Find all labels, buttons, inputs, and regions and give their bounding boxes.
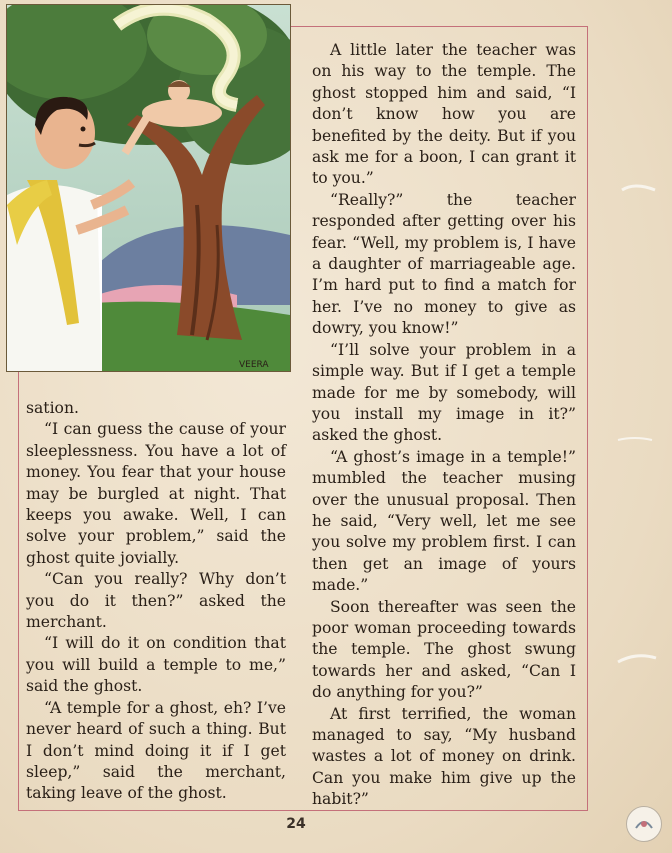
left-text-column: [26, 398, 286, 805]
paragraph: Soon thereafter was seen the poor woman proceeding towards the temple. The ghost swung towards her and asked, “Can I do anything for you?”: [312, 597, 576, 702]
paragraph: “A temple for a ghost, eh? I’ve never heard of such a thing. But I don’t mind doing it if I get sleep,” said the merchant, taking leave of the ghost.: [26, 698, 286, 803]
paragraph: “I can guess the cause of your sleeplessness. You have a lot of money. You fear that your house may be burgled at night. That keeps you awake. Well, I can solve your problem,” said the ghost quite jovially.: [26, 420, 286, 567]
ghost-tree-illustration: [7, 5, 290, 371]
paragraph: A little later the teacher was on his way to the temple. The ghost stopped him and said, “I don’t know how you are benefited by the deity. But if you ask me for a boon, I can grant it to you.”: [312, 41, 576, 188]
paragraph: “Really?” the teacher responded after getting over his fear. “Well, my problem is, I have a daughter of marriageable age. I’m hard put to find a match for her. I’ve no money to give as dowry, you know!”: [312, 190, 576, 338]
page-number: 24: [286, 816, 306, 832]
paper-smudge: [620, 180, 660, 200]
right-text-column: [312, 40, 576, 811]
paragraph: “I will do it on condition that you will build a temple to me,” said the ghost.: [26, 634, 286, 696]
publisher-logo-icon: [626, 806, 662, 842]
paper-smudge: [616, 432, 656, 448]
paragraph: sation.: [26, 399, 79, 417]
artist-signature: VEERA: [239, 360, 269, 370]
story-illustration: [6, 4, 291, 372]
paragraph: At first terrified, the woman managed to say, “My husband wastes a lot of money on drink. Can you make him give up the habit?”: [312, 704, 576, 809]
paragraph: “Can you really? Why don’t you do it then?” asked the merchant.: [26, 570, 286, 632]
paragraph: “I’ll solve your problem in a simple way. But if I get a temple made for me by somebody, will you install my image in it?” asked the ghost.: [312, 340, 576, 445]
paragraph: “A ghost’s image in a temple!” mumbled the teacher musing over the unusual proposal. Then he said, “Very well, let me see you solve my problem first. I can then get an image of yours made.”: [312, 447, 576, 595]
paper-smudge: [616, 650, 660, 670]
